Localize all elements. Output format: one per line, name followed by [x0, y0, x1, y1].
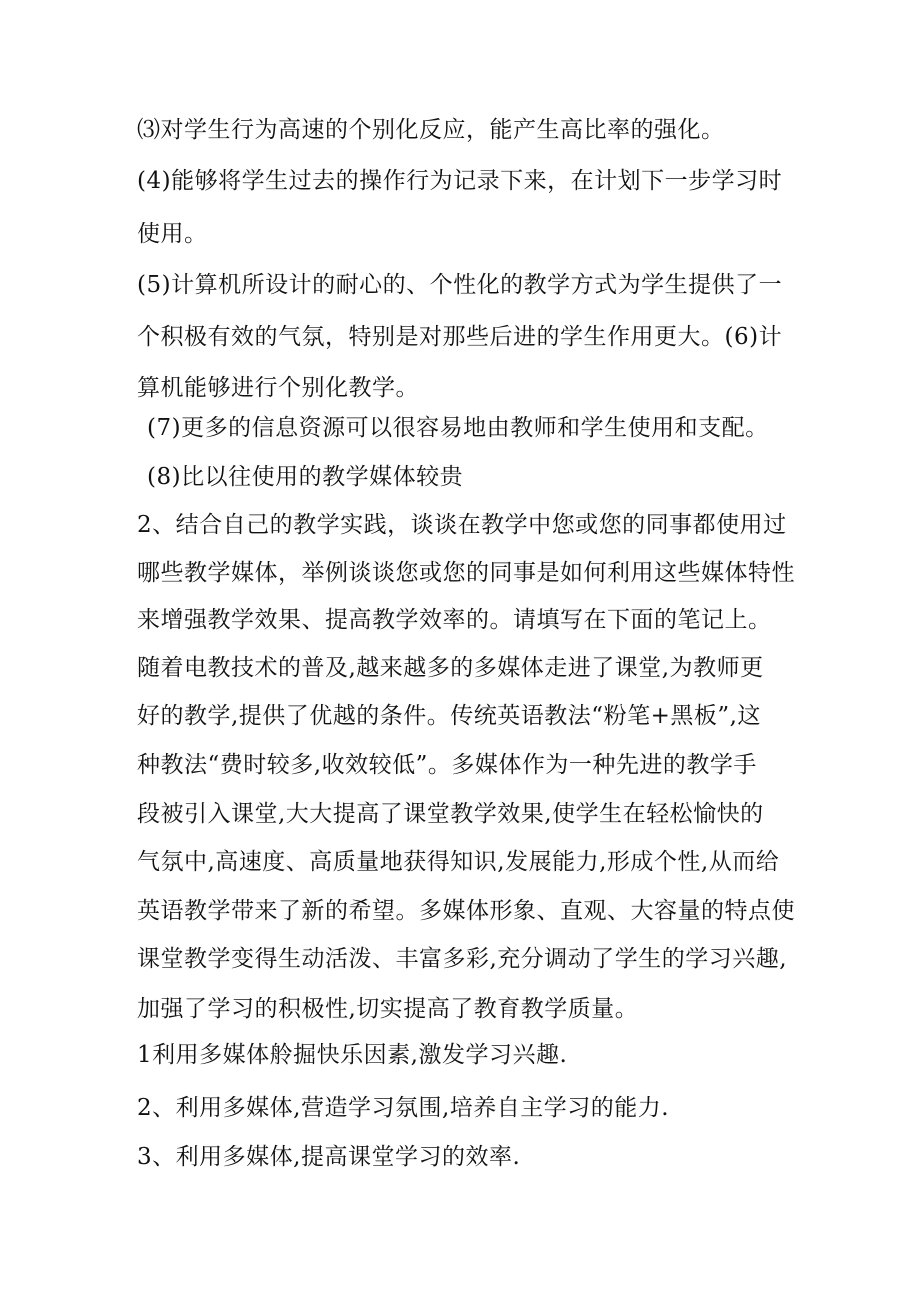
text-line-11: 来增强教学效果、提高教学效率的。请填写在下面的笔记上。 — [137, 607, 772, 633]
text-line-20: 1利用多媒体舲掘快乐因素,激发学习兴趣. — [137, 1042, 568, 1068]
text-line-10: 哪些教学媒体，举例谈谈您或您的同事是如何利用这些媒体特性 — [137, 560, 795, 586]
text-line-7: (7)更多的信息资源可以很容易地由教师和学生使用和支配。 — [147, 415, 769, 441]
text-line-17: 英语教学带来了新的希望。多媒体形象、直观、大容量的特点使 — [137, 898, 795, 924]
text-line-18: 课堂教学变得生动活泼、丰富多彩,充分调动了学生的学习兴趣, — [137, 946, 788, 972]
text-line-8: (8)比以往使用的教学媒体较贵 — [147, 464, 464, 490]
text-line-5: 个积极有效的气氛，特别是对那些后进的学生作用更大。(6)计 — [137, 324, 783, 350]
text-line-15: 段被引入课堂,大大提高了课堂教学效果,使学生在轻松愉快的 — [137, 801, 764, 827]
text-line-19: 加强了学习的积极性,切实提高了教育教学质量。 — [137, 996, 639, 1022]
text-line-1: ⑶对学生行为高速的个别化反应，能产生高比率的强化。 — [137, 117, 725, 143]
text-line-9: 2、结合自己的教学实践，谈谈在教学中您或您的同事都使用过 — [137, 512, 787, 538]
text-line-21: 2、利用多媒体,营造学习氛围,培养自主学习的能力. — [137, 1095, 670, 1121]
text-line-22: 3、利用多媒体,提高课堂学习的效率. — [137, 1144, 521, 1170]
text-line-16: 气氛中,高速度、高质量地获得知识,发展能力,形成个性,从而给 — [137, 849, 780, 875]
text-line-14: 种教法“费时较多,收效较低”。多媒体作为一种先进的教学手 — [137, 752, 757, 778]
text-line-12: 随着电教技术的普及,越来越多的多媒体走进了课堂,为教师更 — [137, 655, 764, 681]
text-line-2: (4)能够将学生过去的操作行为记录下来，在计划下一步学习时 — [137, 168, 783, 194]
text-line-6: 算机能够进行个别化教学。 — [137, 375, 419, 401]
text-line-13: 好的教学,提供了优越的条件。传统英语教法“粉笔+黑板”,这 — [137, 703, 761, 729]
text-line-3: 使用。 — [137, 221, 208, 247]
text-line-4: (5)计算机所设计的耐心的、个性化的教学方式为学生提供了一 — [137, 272, 783, 298]
